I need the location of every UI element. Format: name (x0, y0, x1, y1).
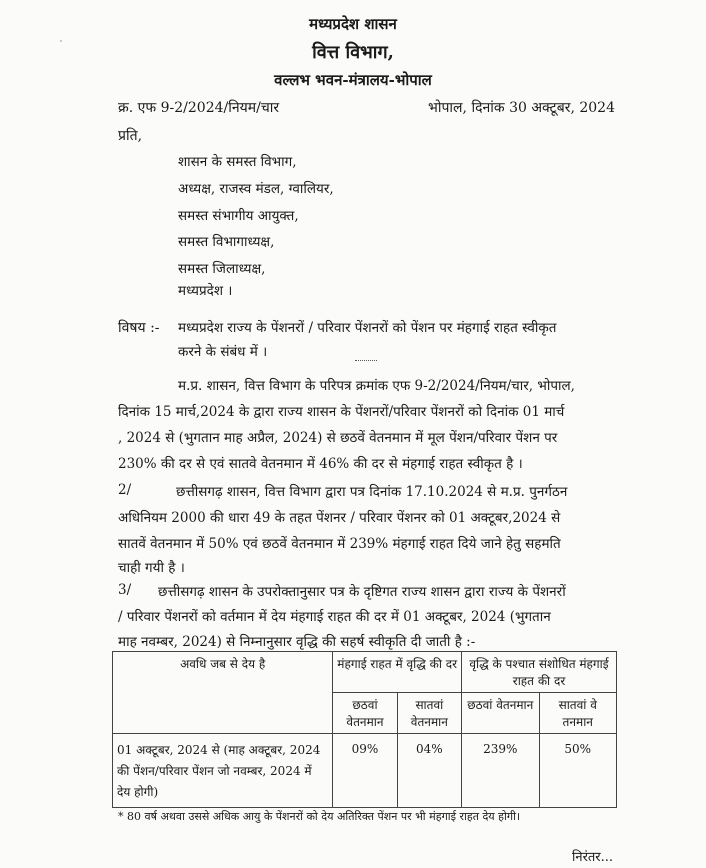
subheader-sixth-pay: छठवां वेतनमान (462, 693, 539, 734)
addressee: मध्यप्रदेश । (178, 283, 233, 299)
header-period: अवधि जब से देय है (113, 652, 333, 734)
header-increase-rate: मंहगाई राहत में वृद्धि की दर (333, 652, 462, 693)
para1-line: 230% की दर से एवं सातवे वेतनमान में 46% की दर से मंहगाई राहत स्वीकृत है । (118, 456, 523, 472)
para2-line: अधिनियम 2000 की धारा 49 के तहत पेंशनर / परिवार पेंशनर को 01 अक्टूबर,2024 से (118, 510, 561, 526)
subject-label: विषय :- (118, 320, 160, 336)
row-value: 09% (333, 734, 397, 808)
addressee: समस्त संभागीय आयुक्त, (178, 208, 299, 224)
para2-line: सातवें वेतनमान में 50% एवं छठवें वेतनमान में 239% मंहगाई राहत दिये जाने हेतु सहमति (118, 536, 561, 552)
para2-line: छत्तीसगढ़ शासन, वित्त विभाग द्वारा पत्र दिनांक 17.10.2024 से म.प्र. पुनर्गठन (176, 484, 568, 500)
para3-number: 3/ (118, 582, 132, 598)
subheader-seventh-pay: सातवां वे तनमान (539, 693, 617, 734)
addressee: समस्त विभागाध्यक्ष, (178, 234, 275, 250)
header-government: मध्यप्रदेश शासन (309, 15, 397, 33)
para1-line: म.प्र. शासन, वित्त विभाग के परिपत्र क्रमांक एफ 9-2/2024/नियम/चार, भोपाल, (178, 378, 575, 394)
continued-marker: निरंतर... (572, 850, 614, 865)
para3-line: माह नवम्बर, 2024) से निम्नानुसार वृद्धि की सहर्ष स्वीकृति दी जाती है :- (118, 634, 476, 650)
para2-line: चाही गयी है । (118, 560, 185, 576)
separator (355, 360, 377, 361)
to-label: प्रति, (118, 128, 143, 144)
row-value: 50% (539, 734, 617, 808)
row-period: 01 अक्टूबर, 2024 से (माह अक्टूबर, 2024 की पेंशन/परिवार पेंशन जो नवम्बर, 2024 में देय होगी) (113, 734, 333, 808)
row-value: 239% (462, 734, 539, 808)
para1-line: दिनांक 15 मार्च,2024 के द्वारा राज्य शासन के पेंशनरों/परिवार पेंशनरों को दिनांक 01 मार्च (118, 404, 565, 420)
para3-line: छत्तीसगढ़ शासन के उपरोक्तानुसार पत्र के दृष्टिगत राज्य शासन द्वारा राज्य के पेंशनरों (158, 584, 566, 600)
para1-line: , 2024 से (भुगतान माह अप्रैल, 2024) से छठवें वेतनमान में मूल पेंशन/परिवार पेंशन पर (118, 430, 558, 446)
header-address: वल्लभ भवन-मंत्रालय-भोपाल (274, 71, 432, 89)
letter-date: भोपाल, दिनांक 30 अक्टूबर, 2024 (428, 100, 615, 116)
reference-number: क्र. एफ 9-2/2024/नियम/चार (118, 100, 280, 116)
table-row (113, 734, 617, 808)
para2-number: 2/ (118, 482, 132, 498)
subheader-seventh-pay: सातवां वेतनमान (397, 693, 461, 734)
relief-rate-table (112, 651, 617, 808)
subject-line: मध्यप्रदेश राज्य के पेंशनरों / परिवार पेंशनरों को पेंशन पर मंहगाई राहत स्वीकृत (178, 320, 557, 336)
addressee: अध्यक्ष, राजस्व मंडल, ग्वालियर, (178, 181, 334, 197)
subheader-sixth-pay: छठवां वेतनमान (333, 693, 397, 734)
footnote: * 80 वर्ष अथवा उससे अधिक आयु के पेंशनरों को देय अतिरिक्त पेंशन पर भी मंहगाई राहत देय होगी। (118, 810, 521, 823)
row-value: 04% (397, 734, 461, 808)
addressee: शासन के समस्त विभाग, (178, 154, 297, 170)
header-revised-rate: वृद्धि के पश्चात संशोधित मंहगाई राहत की दर (462, 652, 617, 693)
subject-line: करने के संबंध में । (178, 344, 268, 360)
para3-line: / परिवार पेंशनरों को वर्तमान में देय मंहगाई राहत की दर में 01 अक्टूबर, 2024 (भुगतान (118, 609, 551, 625)
table-header-row (113, 652, 617, 693)
header-department: वित्त विभाग, (312, 42, 394, 63)
addressee: समस्त जिलाध्यक्ष, (178, 261, 266, 277)
